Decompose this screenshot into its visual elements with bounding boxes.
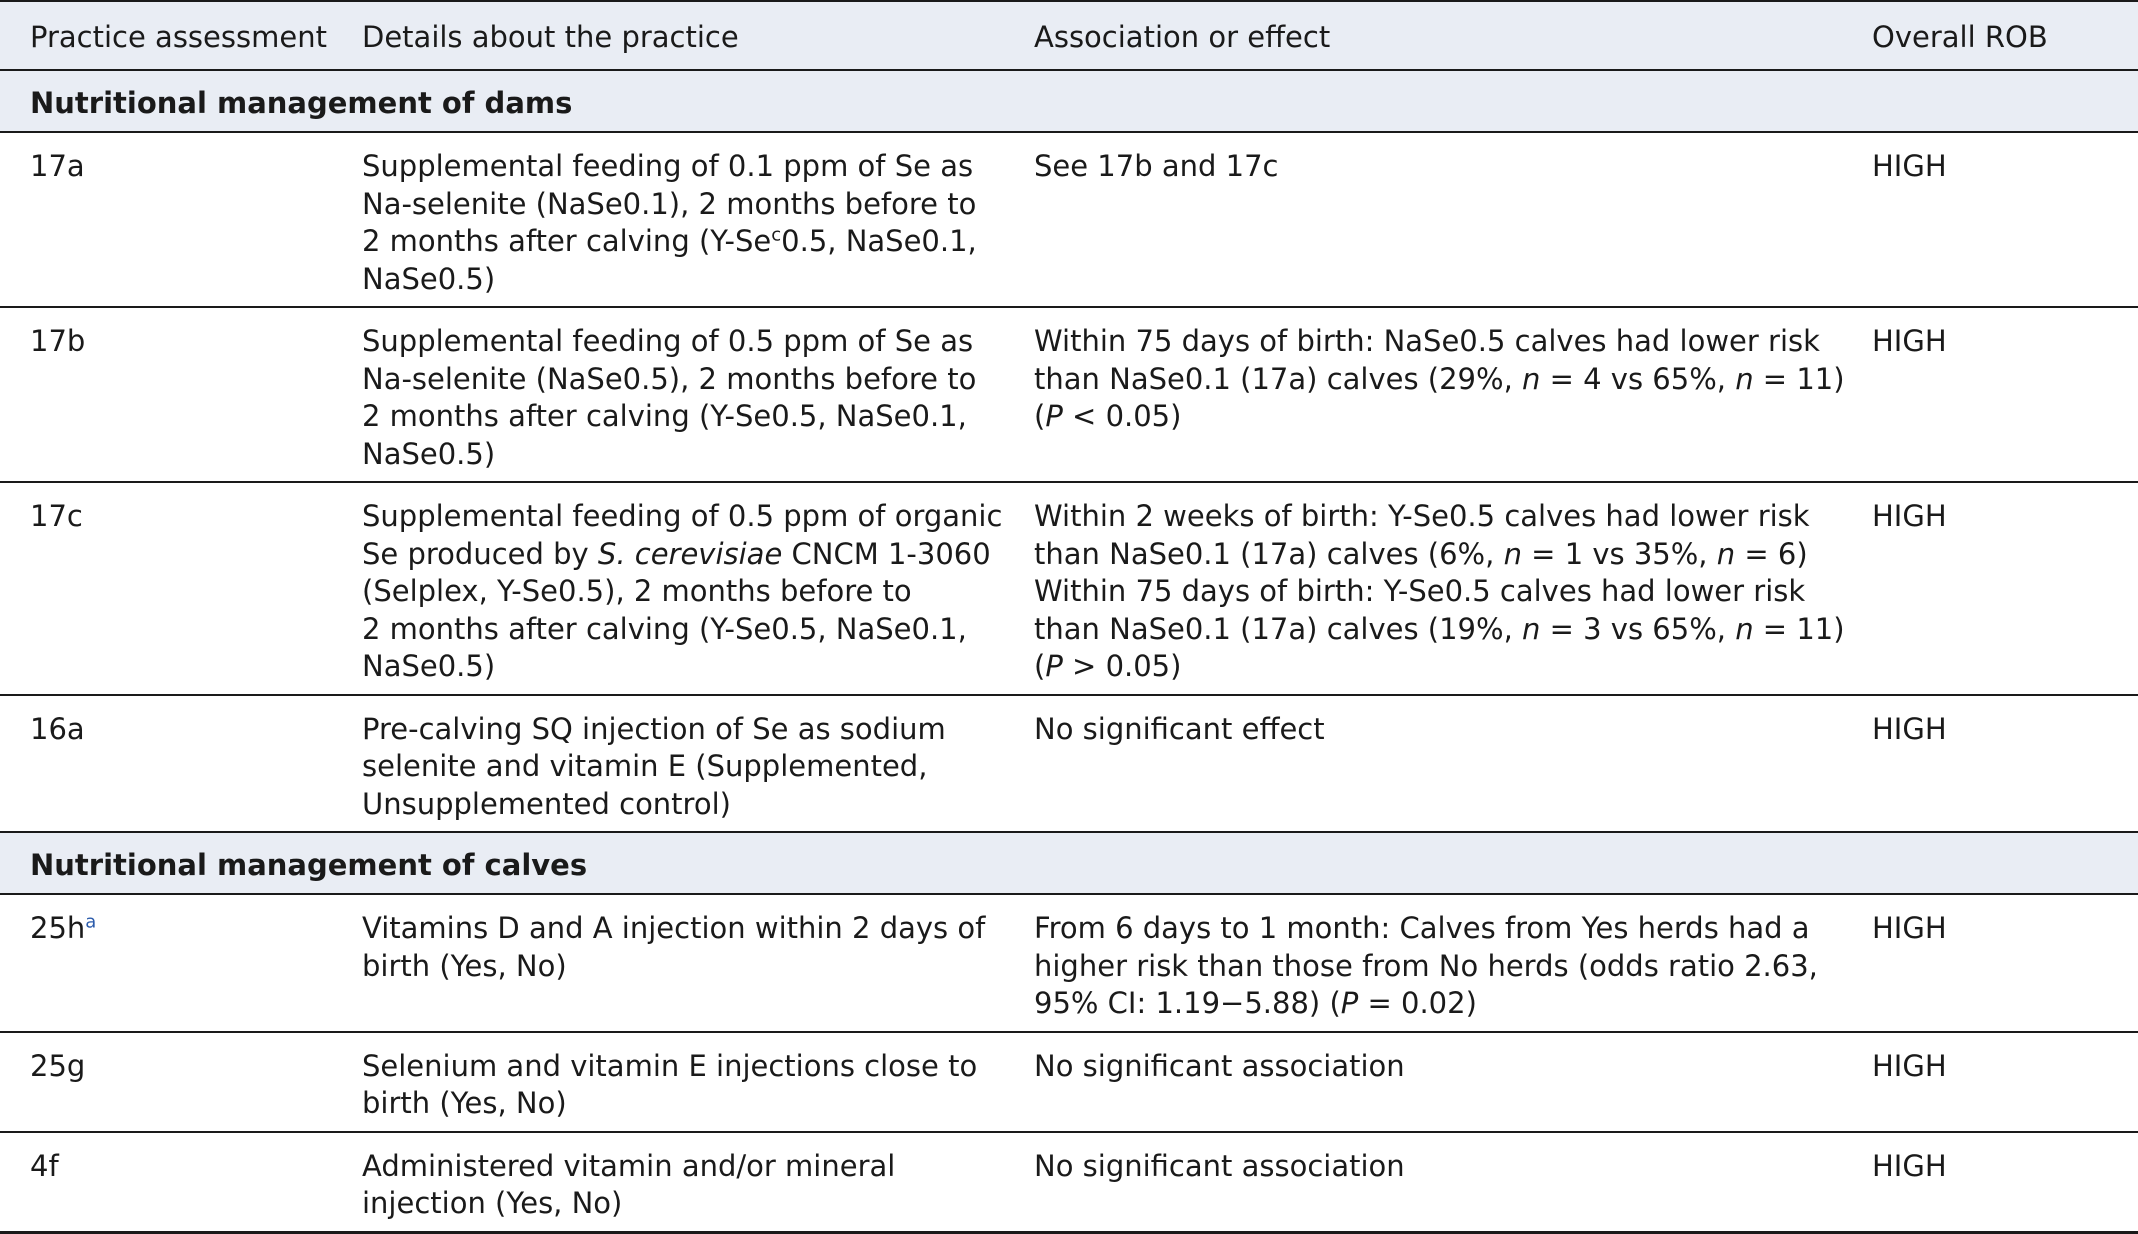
- table-row: [0, 1032, 2138, 1132]
- table-row: [0, 482, 2138, 695]
- section-title: Nutritional management of calves: [0, 832, 2138, 894]
- practice-id: 25g: [0, 1032, 362, 1132]
- practice-details: Pre-calving SQ injection of Se as sodium selenite and vitamin E (Supplemented, Unsupplemented control): [362, 695, 1034, 833]
- rob-value: HIGH: [1872, 894, 2138, 1032]
- table-row: [0, 132, 2138, 307]
- practice-details: Supplemental feeding of 0.5 ppm of organic Se produced by S. cerevisiae CNCM 1-3060 (Selplex, Y-Se0.5), 2 months before to 2 months after calving (Y-Se0.5, NaSe0.1, NaSe0.5): [362, 482, 1034, 695]
- rob-value: HIGH: [1872, 1132, 2138, 1233]
- practice-details: Supplemental feeding of 0.1 ppm of Se as Na-selenite (NaSe0.1), 2 months before to 2 months after calving (Y-Se$^c$0.5, NaSe0.1, NaSe0.5): [362, 132, 1034, 307]
- effect-text: Within 75 days of birth: NaSe0.5 calves had lower risk than NaSe0.1 (17a) calves (29%, n = 4 vs 65%, n = 11) (P < 0.05): [1034, 307, 1872, 482]
- table-row: [0, 1132, 2138, 1233]
- column-header-practice: Practice assessment: [0, 1, 362, 70]
- table-row: [0, 894, 2138, 1032]
- practice-id: 17b: [0, 307, 362, 482]
- practice-details: Administered vitamin and/or mineral injection (Yes, No): [362, 1132, 1034, 1233]
- effect-text: No significant association: [1034, 1032, 1872, 1132]
- practice-details: Vitamins D and A injection within 2 days of birth (Yes, No): [362, 894, 1034, 1032]
- practice-id: 17a: [0, 132, 362, 307]
- practice-id: 17c: [0, 482, 362, 695]
- effect-text: From 6 days to 1 month: Calves from Yes herds had a higher risk than those from No herds (odds ratio 2.63, 95% CI: 1.19−5.88) (P = 0.02): [1034, 894, 1872, 1032]
- table-row: [0, 307, 2138, 482]
- column-header-rob: Overall ROB: [1872, 1, 2138, 70]
- footnote-link[interactable]: a: [85, 911, 97, 933]
- practice-details: Selenium and vitamin E injections close to birth (Yes, No): [362, 1032, 1034, 1132]
- practice-details: Supplemental feeding of 0.5 ppm of Se as Na-selenite (NaSe0.5), 2 months before to 2 months after calving (Y-Se0.5, NaSe0.1, NaSe0.5): [362, 307, 1034, 482]
- column-header-details: Details about the practice: [362, 1, 1034, 70]
- section-title: Nutritional management of dams: [0, 70, 2138, 132]
- effect-text: Within 2 weeks of birth: Y-Se0.5 calves had lower risk than NaSe0.1 (17a) calves (6%, n = 1 vs 35%, n = 6) Within 75 days of birth: Y-Se0.5 calves had lower risk than NaSe0.1 (17a) calves (19%, n = 3 vs 65%, n = 11) (P > 0.05): [1034, 482, 1872, 695]
- practice-id: $25h^a$: [0, 894, 362, 1032]
- practice-id: 4f: [0, 1132, 362, 1233]
- rob-value: HIGH: [1872, 1032, 2138, 1132]
- practice-id: 16a: [0, 695, 362, 833]
- rob-value: HIGH: [1872, 482, 2138, 695]
- rob-value: HIGH: [1872, 132, 2138, 307]
- header-row: [0, 1, 2138, 70]
- rob-value: HIGH: [1872, 307, 2138, 482]
- footnote-marker: c: [771, 224, 782, 246]
- section-row: [0, 832, 2138, 894]
- section-row: [0, 70, 2138, 132]
- rob-value: HIGH: [1872, 695, 2138, 833]
- effect-text: See 17b and 17c: [1034, 132, 1872, 307]
- table-row: [0, 695, 2138, 833]
- effect-text: No significant association: [1034, 1132, 1872, 1233]
- column-header-effect: Association or effect: [1034, 1, 1872, 70]
- effect-text: No significant effect: [1034, 695, 1872, 833]
